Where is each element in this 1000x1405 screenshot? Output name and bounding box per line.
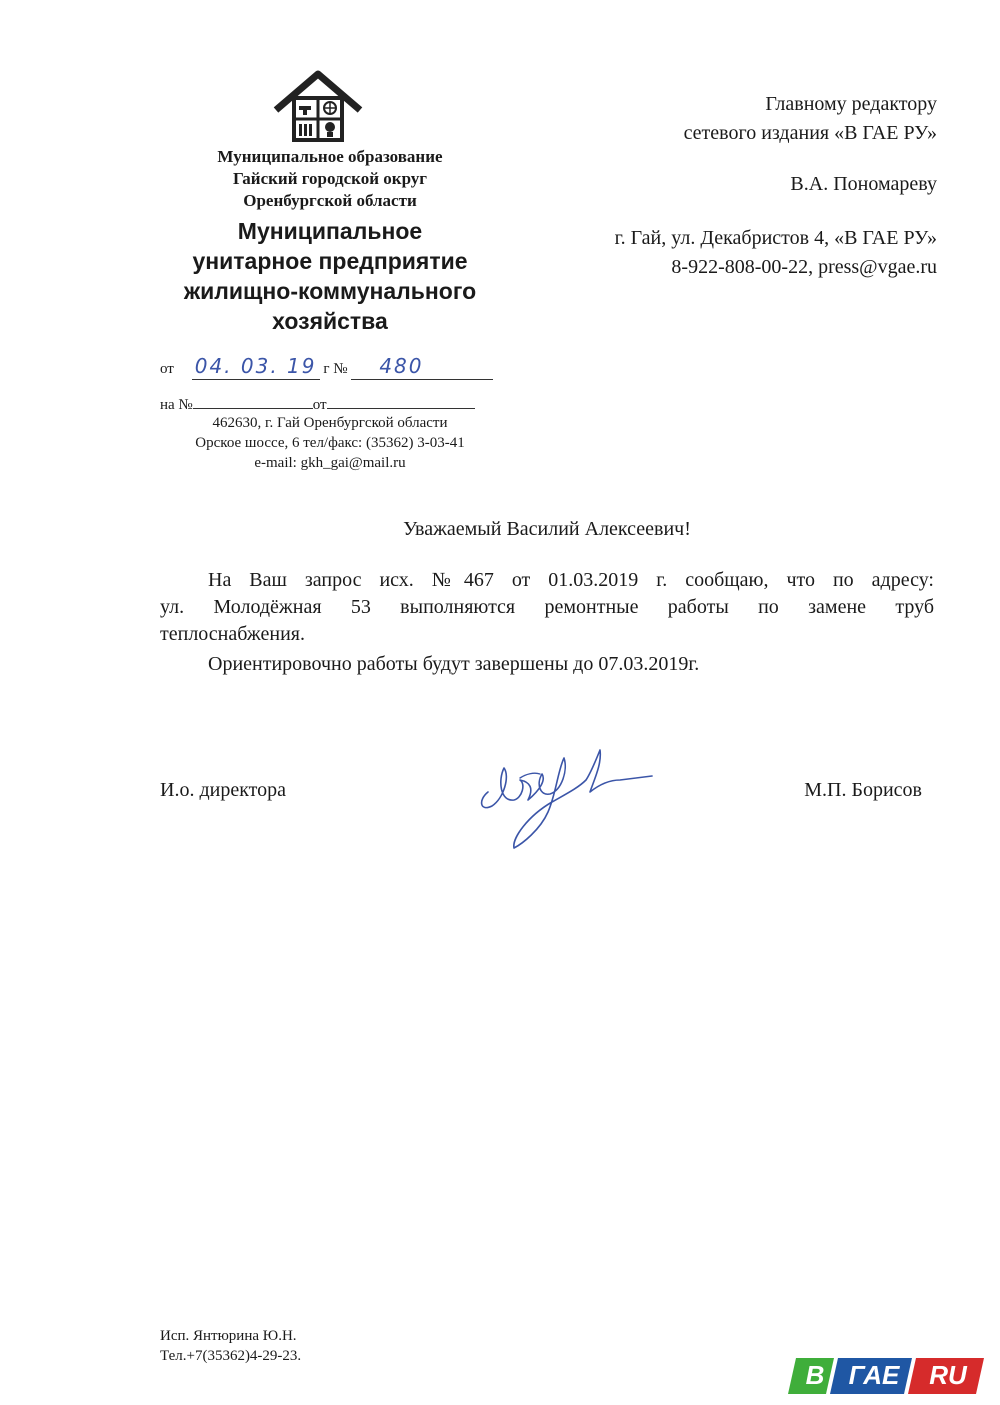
- address-line: e-mail: gkh_gai@mail.ru: [254, 455, 406, 471]
- reference-line: [160, 394, 500, 415]
- addressee-line: сетевого издания «В ГАЕ РУ»: [683, 122, 937, 144]
- ref-from-label: от: [312, 397, 327, 413]
- addressee-address: г. Гай, ул. Декабристов 4, «В ГАЕ РУ»: [614, 227, 937, 249]
- addressee-contacts: [477, 224, 937, 282]
- executor-info: [160, 1326, 301, 1366]
- executor-name: Исп. Янтюрина Ю.Н.: [160, 1328, 297, 1344]
- enterprise-line: Муниципальное: [237, 218, 423, 244]
- addressee-block: [517, 90, 937, 148]
- org-line: Гайский городской округ: [232, 169, 428, 188]
- enterprise-line: унитарное предприятие: [192, 248, 468, 274]
- outgoing-number-line: [160, 356, 500, 380]
- org-line: Оренбургской области: [243, 191, 417, 210]
- executor-phone: Тел.+7(35362)4-29-23.: [160, 1348, 302, 1364]
- brand-ru-text: RU: [929, 1360, 967, 1390]
- ref-label: на №: [160, 397, 193, 413]
- enterprise-address: [160, 413, 500, 473]
- ref-date-field: [327, 394, 475, 409]
- body-line: теплоснабжения.: [160, 623, 305, 645]
- address-line: 462630, г. Гай Оренбургской области: [212, 415, 448, 431]
- from-label: от: [160, 361, 174, 377]
- signatory-position: И.о. директора: [160, 779, 287, 801]
- addressee-phone-email: 8-922-808-00-22, press@vgae.ru: [671, 256, 937, 278]
- enterprise-name: [150, 216, 510, 336]
- brand-b-text: В: [805, 1360, 825, 1390]
- enterprise-logo-icon: [272, 70, 364, 148]
- org-header: [160, 146, 500, 212]
- body-line: Ориентировочно работы будут завершены до 07.03.2019г.: [208, 653, 700, 675]
- ref-number-field: [193, 394, 313, 409]
- greeting: Уважаемый Василий Алексеевич!: [403, 518, 691, 540]
- number-value: 480: [379, 354, 424, 378]
- addressee-line: Главному редактору: [765, 93, 937, 115]
- date-value: 04. 03. 19: [194, 354, 317, 378]
- address-line: Орское шоссе, 6 тел/факс: (35362) 3-03-41: [195, 435, 465, 451]
- enterprise-line: жилищно-коммунального: [183, 278, 477, 304]
- number-field: [351, 356, 493, 380]
- year-number-label: г №: [323, 361, 348, 377]
- org-line: Муниципальное образование: [217, 147, 443, 166]
- date-field: [192, 356, 320, 380]
- enterprise-line: хозяйства: [272, 308, 388, 334]
- handwritten-signature-icon: [470, 740, 660, 855]
- brand-gae-text: ГАЕ: [848, 1360, 900, 1390]
- addressee-name: В.А. Пономареву: [790, 173, 937, 195]
- body-line: ул. Молодёжная 53 выполняются ремонтные работы по замене труб: [160, 596, 934, 618]
- signatory-name: М.П. Борисов: [804, 779, 922, 801]
- vgae-logo: [786, 1356, 986, 1396]
- body-line: На Ваш запрос исх. №467 от 01.03.2019 г. сообщаю, что по адресу:: [208, 569, 934, 591]
- letter-body: [160, 567, 934, 678]
